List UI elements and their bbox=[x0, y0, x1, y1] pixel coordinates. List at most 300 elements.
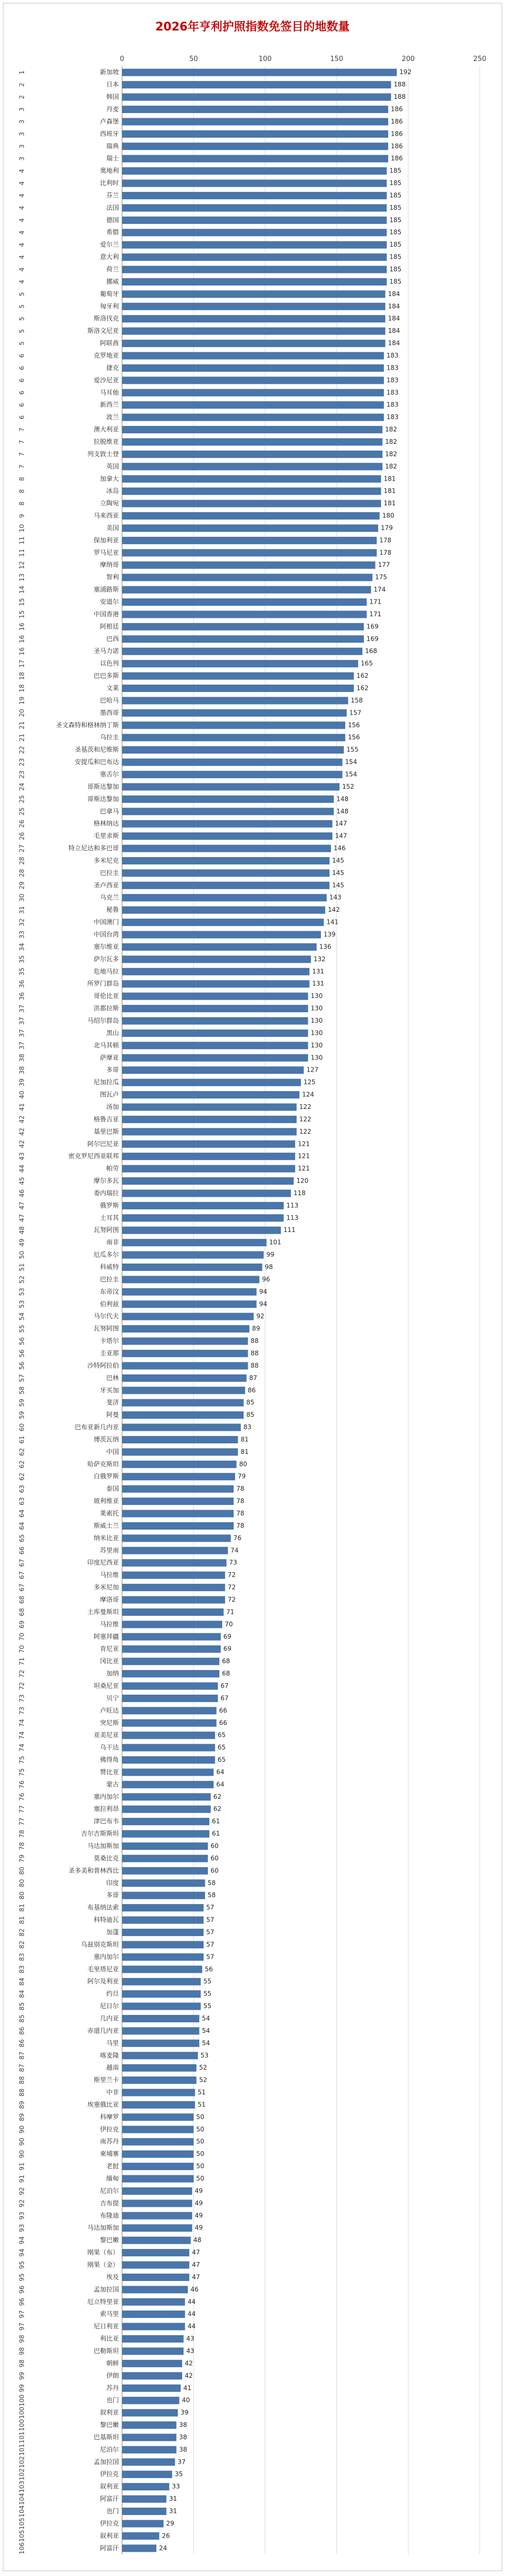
bar bbox=[122, 1165, 295, 1173]
bar bbox=[122, 2385, 181, 2392]
rank-label: 105 bbox=[18, 2530, 26, 2542]
country-label: 巴布亚新几内亚 bbox=[74, 1423, 119, 1431]
value-label: 171 bbox=[369, 598, 382, 606]
country-label: 乌兹别克斯坦 bbox=[80, 1940, 119, 1948]
bar bbox=[122, 562, 375, 569]
value-label: 156 bbox=[348, 734, 360, 741]
bar bbox=[122, 2286, 188, 2293]
rank-label: 102 bbox=[18, 2456, 26, 2468]
bar bbox=[122, 1264, 262, 1271]
value-label: 157 bbox=[349, 709, 361, 717]
bar bbox=[122, 1596, 225, 1603]
rank-label: 78 bbox=[18, 1829, 26, 1838]
value-label: 87 bbox=[249, 1374, 257, 1382]
country-label: 阿根廷 bbox=[99, 623, 119, 630]
rank-label: 66 bbox=[18, 1546, 26, 1555]
country-label: 瑞士 bbox=[106, 155, 119, 162]
bar bbox=[122, 229, 387, 236]
country-label: 印度 bbox=[106, 1879, 119, 1887]
rank-label: 5 bbox=[18, 329, 26, 333]
bar bbox=[122, 1030, 308, 1037]
bar bbox=[122, 1448, 238, 1455]
bar bbox=[122, 1227, 281, 1234]
country-label: 马拉维 bbox=[99, 1571, 119, 1579]
country-label: 圣多美和普林西比 bbox=[68, 1867, 119, 1875]
country-label: 马里 bbox=[106, 2039, 119, 2047]
value-label: 182 bbox=[385, 462, 397, 470]
country-label: 多哥 bbox=[106, 1066, 119, 1074]
value-label: 186 bbox=[390, 117, 403, 125]
value-label: 71 bbox=[226, 1608, 235, 1616]
rank-label: 42 bbox=[18, 1127, 26, 1136]
bar bbox=[122, 1547, 228, 1554]
country-label: 新西兰 bbox=[99, 401, 119, 409]
bar bbox=[122, 2101, 195, 2109]
bar bbox=[122, 2224, 192, 2232]
rank-label: 15 bbox=[18, 598, 26, 606]
bar bbox=[122, 1042, 308, 1049]
rank-label: 103 bbox=[18, 2480, 26, 2493]
country-label: 加蓬 bbox=[106, 1928, 119, 1936]
bar bbox=[122, 106, 388, 113]
country-label: 黎巴嫩 bbox=[99, 2236, 119, 2244]
country-label: 马绍尔群岛 bbox=[87, 1016, 119, 1024]
rank-label: 62 bbox=[18, 1472, 26, 1481]
rank-label: 67 bbox=[18, 1571, 26, 1580]
value-label: 46 bbox=[190, 2285, 199, 2293]
value-label: 38 bbox=[179, 2421, 187, 2429]
bar bbox=[122, 1128, 297, 1135]
country-label: 苏里南 bbox=[99, 1546, 119, 1554]
bar bbox=[122, 389, 384, 396]
country-label: 埃及 bbox=[106, 2273, 119, 2281]
rank-label: 6 bbox=[18, 390, 26, 395]
country-label: 巴勒斯坦 bbox=[93, 2347, 119, 2355]
rank-label: 6 bbox=[18, 415, 26, 420]
country-label: 牙买加 bbox=[99, 1386, 119, 1394]
country-label: 塞尔维亚 bbox=[93, 943, 119, 951]
rank-label: 64 bbox=[18, 1509, 26, 1518]
country-label: 瓦努阿图 bbox=[93, 1325, 119, 1332]
rank-label: 10 bbox=[18, 524, 26, 533]
country-label: 洪都拉斯 bbox=[93, 1004, 119, 1012]
value-label: 55 bbox=[203, 1990, 211, 1998]
country-label: 塞浦路斯 bbox=[93, 586, 119, 594]
country-label: 土库曼斯坦 bbox=[87, 1608, 119, 1616]
rank-label: 43 bbox=[18, 1152, 26, 1160]
value-label: 49 bbox=[195, 2187, 203, 2195]
value-label: 125 bbox=[304, 1078, 316, 1086]
bar bbox=[122, 2237, 191, 2244]
rank-label: 60 bbox=[18, 1423, 26, 1432]
rank-label: 96 bbox=[18, 2285, 26, 2294]
rank-label: 51 bbox=[18, 1263, 26, 1271]
value-label: 130 bbox=[310, 992, 323, 1000]
country-label: 萨摩亚 bbox=[99, 1054, 119, 1062]
rank-label: 20 bbox=[18, 709, 26, 717]
rank-label: 37 bbox=[18, 1004, 26, 1013]
value-label: 43 bbox=[186, 2347, 195, 2355]
bar bbox=[122, 610, 367, 618]
bar bbox=[122, 352, 384, 359]
bar bbox=[122, 1855, 208, 1862]
rank-label: 85 bbox=[18, 2014, 26, 2023]
bar bbox=[122, 1633, 221, 1641]
rank-label: 73 bbox=[18, 1706, 26, 1715]
value-label: 188 bbox=[393, 80, 406, 88]
bar bbox=[122, 2483, 169, 2490]
rank-label: 92 bbox=[18, 2199, 26, 2208]
rank-label: 76 bbox=[18, 1780, 26, 1789]
value-label: 42 bbox=[185, 2359, 193, 2367]
value-label: 185 bbox=[389, 278, 402, 286]
country-label: 朝鲜 bbox=[106, 2359, 119, 2367]
rank-label: 29 bbox=[18, 881, 26, 890]
bar bbox=[122, 1929, 204, 1936]
country-label: 巴西 bbox=[106, 635, 119, 643]
bar bbox=[122, 1374, 247, 1382]
bar bbox=[122, 1276, 259, 1283]
value-label: 183 bbox=[386, 364, 399, 372]
bar bbox=[122, 2212, 192, 2219]
rank-label: 1 bbox=[18, 70, 26, 75]
value-label: 33 bbox=[171, 2482, 180, 2490]
rank-label: 5 bbox=[18, 304, 26, 309]
bar bbox=[122, 2544, 156, 2552]
country-label: 巴基斯坦 bbox=[93, 2433, 119, 2441]
value-label: 38 bbox=[179, 2446, 187, 2453]
rank-label: 59 bbox=[18, 1411, 26, 1419]
rank-label: 72 bbox=[18, 1682, 26, 1691]
value-label: 131 bbox=[312, 980, 325, 987]
bar bbox=[122, 1842, 208, 1850]
country-label: 巴哈马 bbox=[99, 696, 119, 704]
country-label: 巴拉圭 bbox=[99, 1275, 119, 1283]
bar bbox=[122, 1670, 219, 1677]
bar bbox=[122, 796, 334, 803]
country-label: 巴拉圭 bbox=[99, 869, 119, 877]
bar bbox=[122, 943, 317, 951]
value-label: 184 bbox=[388, 302, 400, 310]
country-label: 安提瓜和巴布达 bbox=[74, 758, 119, 766]
rank-label: 4 bbox=[18, 255, 26, 259]
rank-label: 89 bbox=[18, 2101, 26, 2109]
value-label: 61 bbox=[211, 1817, 220, 1825]
country-label: 哈萨克斯坦 bbox=[87, 1460, 119, 1468]
value-label: 186 bbox=[390, 155, 403, 162]
bar bbox=[122, 340, 385, 347]
bar bbox=[122, 759, 342, 766]
rank-label: 6 bbox=[18, 378, 26, 383]
value-label: 154 bbox=[345, 758, 357, 766]
country-label: 日本 bbox=[106, 80, 119, 88]
value-label: 58 bbox=[207, 1891, 216, 1899]
value-label: 66 bbox=[219, 1719, 227, 1727]
country-label: 科摩罗 bbox=[99, 2113, 119, 2121]
bar bbox=[122, 2003, 201, 2010]
bar bbox=[122, 2015, 199, 2022]
bar bbox=[122, 1239, 267, 1246]
bar bbox=[122, 414, 384, 421]
rank-label: 65 bbox=[18, 1534, 26, 1543]
x-tick-label: 150 bbox=[330, 55, 344, 63]
rank-label: 23 bbox=[18, 770, 26, 779]
value-label: 186 bbox=[390, 142, 403, 150]
country-label: 加纳 bbox=[106, 1669, 119, 1677]
bar bbox=[122, 1584, 225, 1591]
rank-label: 48 bbox=[18, 1226, 26, 1235]
value-label: 185 bbox=[389, 253, 402, 261]
value-label: 154 bbox=[345, 770, 357, 778]
rank-label: 36 bbox=[18, 980, 26, 988]
value-label: 49 bbox=[195, 2212, 203, 2219]
bar bbox=[122, 1966, 202, 1973]
country-label: 赤道几内亚 bbox=[87, 2027, 119, 2034]
rank-label: 82 bbox=[18, 1940, 26, 1949]
rank-label: 38 bbox=[18, 1054, 26, 1062]
rank-label: 16 bbox=[18, 647, 26, 656]
x-tick-label: 200 bbox=[401, 55, 415, 63]
value-label: 155 bbox=[346, 746, 359, 754]
rank-label: 8 bbox=[18, 501, 26, 506]
value-label: 179 bbox=[380, 524, 393, 532]
rank-label: 7 bbox=[18, 427, 26, 432]
rank-label: 100 bbox=[18, 2407, 26, 2419]
value-label: 186 bbox=[390, 130, 403, 138]
bar bbox=[122, 487, 381, 495]
value-label: 185 bbox=[389, 167, 402, 175]
bar bbox=[122, 1658, 219, 1665]
value-label: 139 bbox=[324, 931, 336, 939]
rank-label: 52 bbox=[18, 1275, 26, 1284]
rank-label: 87 bbox=[18, 2064, 26, 2072]
country-label: 马来西亚 bbox=[93, 512, 119, 520]
country-label: 格林纳达 bbox=[93, 820, 119, 828]
rank-label: 3 bbox=[18, 132, 26, 136]
bar bbox=[122, 204, 387, 211]
rank-label: 25 bbox=[18, 807, 26, 816]
country-label: 肯尼亚 bbox=[99, 1645, 119, 1653]
bar bbox=[122, 2397, 179, 2404]
bar bbox=[122, 907, 325, 914]
value-label: 185 bbox=[389, 191, 402, 199]
bar bbox=[122, 2323, 185, 2330]
value-label: 182 bbox=[385, 425, 397, 433]
country-label: 圣马力诺 bbox=[93, 647, 119, 655]
bar bbox=[122, 1325, 249, 1332]
rank-label: 4 bbox=[18, 206, 26, 210]
value-label: 130 bbox=[310, 1054, 323, 1062]
value-label: 122 bbox=[299, 1115, 311, 1123]
bar bbox=[122, 1719, 217, 1727]
bar bbox=[122, 1338, 248, 1345]
rank-label: 7 bbox=[18, 452, 26, 456]
rank-label: 38 bbox=[18, 1066, 26, 1074]
bar bbox=[122, 2163, 194, 2170]
rank-label: 95 bbox=[18, 2261, 26, 2269]
value-label: 177 bbox=[378, 561, 390, 569]
rank-label: 100 bbox=[18, 2394, 26, 2407]
rank-label: 35 bbox=[18, 955, 26, 964]
rank-label: 3 bbox=[18, 119, 26, 124]
value-label: 72 bbox=[227, 1571, 236, 1579]
value-label: 145 bbox=[332, 857, 345, 864]
bar bbox=[122, 1313, 254, 1320]
country-label: 葡萄牙 bbox=[99, 290, 119, 298]
rank-label: 97 bbox=[18, 2310, 26, 2318]
rank-label: 106 bbox=[18, 2542, 26, 2554]
country-label: 缅甸 bbox=[106, 2175, 119, 2183]
value-label: 37 bbox=[177, 2458, 186, 2466]
bar bbox=[122, 537, 377, 544]
rank-label: 47 bbox=[18, 1202, 26, 1210]
bar bbox=[122, 94, 391, 101]
country-label: 斯威士兰 bbox=[93, 1522, 119, 1530]
country-label: 意大利 bbox=[99, 253, 119, 261]
country-label: 帕劳 bbox=[106, 1165, 119, 1173]
rank-label: 4 bbox=[18, 230, 26, 235]
bar bbox=[122, 364, 384, 372]
country-label: 斯洛文尼亚 bbox=[87, 327, 119, 335]
value-label: 183 bbox=[386, 352, 399, 360]
rank-label: 98 bbox=[18, 2335, 26, 2343]
bar bbox=[122, 2274, 189, 2281]
value-label: 42 bbox=[185, 2371, 193, 2379]
value-label: 70 bbox=[225, 1620, 233, 1628]
value-label: 65 bbox=[217, 1731, 226, 1739]
country-label: 中国澳门 bbox=[93, 918, 119, 926]
bar bbox=[122, 709, 347, 717]
rank-label: 104 bbox=[18, 2493, 26, 2506]
country-label: 法国 bbox=[106, 203, 119, 211]
value-label: 47 bbox=[191, 2248, 200, 2256]
rank-label: 75 bbox=[18, 1756, 26, 1764]
country-label: 卢森堡 bbox=[99, 117, 119, 125]
country-label: 格鲁吉亚 bbox=[93, 1115, 119, 1123]
value-label: 72 bbox=[227, 1596, 236, 1604]
value-label: 41 bbox=[183, 2384, 191, 2392]
rank-label: 3 bbox=[18, 156, 26, 161]
country-label: 吉尔吉斯斯坦 bbox=[80, 1830, 119, 1838]
value-label: 121 bbox=[298, 1165, 310, 1173]
country-label: 科威特 bbox=[99, 1263, 119, 1271]
rank-label: 68 bbox=[18, 1608, 26, 1616]
country-label: 萨尔瓦多 bbox=[93, 955, 119, 963]
bar bbox=[122, 2076, 196, 2084]
country-label: 阿联酋 bbox=[99, 339, 119, 347]
rank-label: 98 bbox=[18, 2347, 26, 2356]
x-tick-label: 50 bbox=[189, 55, 198, 63]
country-label: 沙特阿拉伯 bbox=[87, 1361, 119, 1369]
value-label: 148 bbox=[336, 807, 349, 815]
bar bbox=[122, 857, 329, 864]
bar bbox=[122, 673, 354, 680]
rank-label: 70 bbox=[18, 1645, 26, 1653]
country-label: 尼日利亚 bbox=[93, 2323, 119, 2330]
bar bbox=[122, 2151, 194, 2158]
bar bbox=[122, 524, 378, 532]
bar bbox=[122, 315, 385, 322]
value-label: 60 bbox=[210, 1854, 219, 1862]
rank-label: 80 bbox=[18, 1867, 26, 1875]
bar bbox=[122, 1621, 222, 1628]
country-label: 孟加拉国 bbox=[93, 2285, 119, 2293]
rank-label: 78 bbox=[18, 1842, 26, 1850]
rank-label: 74 bbox=[18, 1719, 26, 1727]
rank-label: 19 bbox=[18, 696, 26, 705]
country-label: 津巴布韦 bbox=[93, 1817, 119, 1825]
country-label: 埃塞俄比亚 bbox=[87, 2101, 119, 2109]
bar bbox=[122, 2471, 172, 2478]
bar bbox=[122, 253, 387, 261]
bar bbox=[122, 426, 382, 433]
country-label: 几内亚 bbox=[99, 2014, 119, 2022]
bar bbox=[122, 1091, 299, 1098]
country-label: 佛得角 bbox=[99, 1756, 119, 1764]
bar bbox=[122, 2138, 194, 2145]
rank-label: 74 bbox=[18, 1731, 26, 1739]
value-label: 44 bbox=[187, 2298, 196, 2306]
value-label: 148 bbox=[336, 795, 349, 803]
value-label: 141 bbox=[326, 918, 339, 926]
country-label: 塞舌尔 bbox=[99, 770, 119, 778]
country-label: 罗马尼亚 bbox=[93, 548, 119, 556]
rank-label: 11 bbox=[18, 536, 26, 545]
country-label: 伊朗 bbox=[106, 2371, 119, 2379]
value-label: 99 bbox=[266, 1251, 275, 1259]
rank-label: 5 bbox=[18, 292, 26, 297]
rank-label: 77 bbox=[18, 1817, 26, 1826]
country-label: 贝宁 bbox=[106, 1694, 119, 1702]
country-label: 尼加拉瓜 bbox=[93, 1078, 119, 1086]
value-label: 185 bbox=[389, 216, 402, 224]
country-label: 加拿大 bbox=[99, 475, 119, 483]
country-label: 突尼斯 bbox=[99, 1719, 119, 1727]
rank-label: 40 bbox=[18, 1091, 26, 1099]
value-label: 50 bbox=[196, 2162, 205, 2170]
value-label: 68 bbox=[221, 1669, 230, 1677]
rank-label: 62 bbox=[18, 1460, 26, 1469]
rank-label: 86 bbox=[18, 2027, 26, 2035]
bar bbox=[122, 1116, 297, 1123]
bar bbox=[122, 451, 382, 458]
country-label: 克罗地亚 bbox=[93, 352, 119, 360]
bar bbox=[122, 1522, 234, 1530]
country-label: 多米尼克 bbox=[93, 857, 119, 864]
rank-label: 11 bbox=[18, 548, 26, 557]
bar bbox=[122, 2434, 176, 2441]
bar bbox=[122, 2508, 166, 2515]
value-label: 56 bbox=[205, 1965, 213, 1973]
bar bbox=[122, 869, 329, 877]
value-label: 181 bbox=[383, 475, 396, 483]
country-label: 爱沙尼亚 bbox=[93, 376, 119, 384]
country-label: 安道尔 bbox=[99, 598, 119, 606]
value-label: 68 bbox=[221, 1657, 230, 1665]
value-label: 74 bbox=[230, 1546, 239, 1554]
value-label: 145 bbox=[332, 869, 345, 877]
bar bbox=[122, 2532, 159, 2540]
bar bbox=[122, 1424, 241, 1431]
bar bbox=[122, 2458, 175, 2466]
country-label: 以色列 bbox=[99, 659, 119, 667]
country-label: 蒙古 bbox=[106, 1780, 119, 1788]
bar bbox=[122, 2089, 195, 2096]
country-label: 瑞典 bbox=[106, 142, 119, 150]
bar bbox=[122, 2409, 178, 2417]
bar bbox=[122, 180, 387, 187]
bar bbox=[122, 1103, 297, 1111]
